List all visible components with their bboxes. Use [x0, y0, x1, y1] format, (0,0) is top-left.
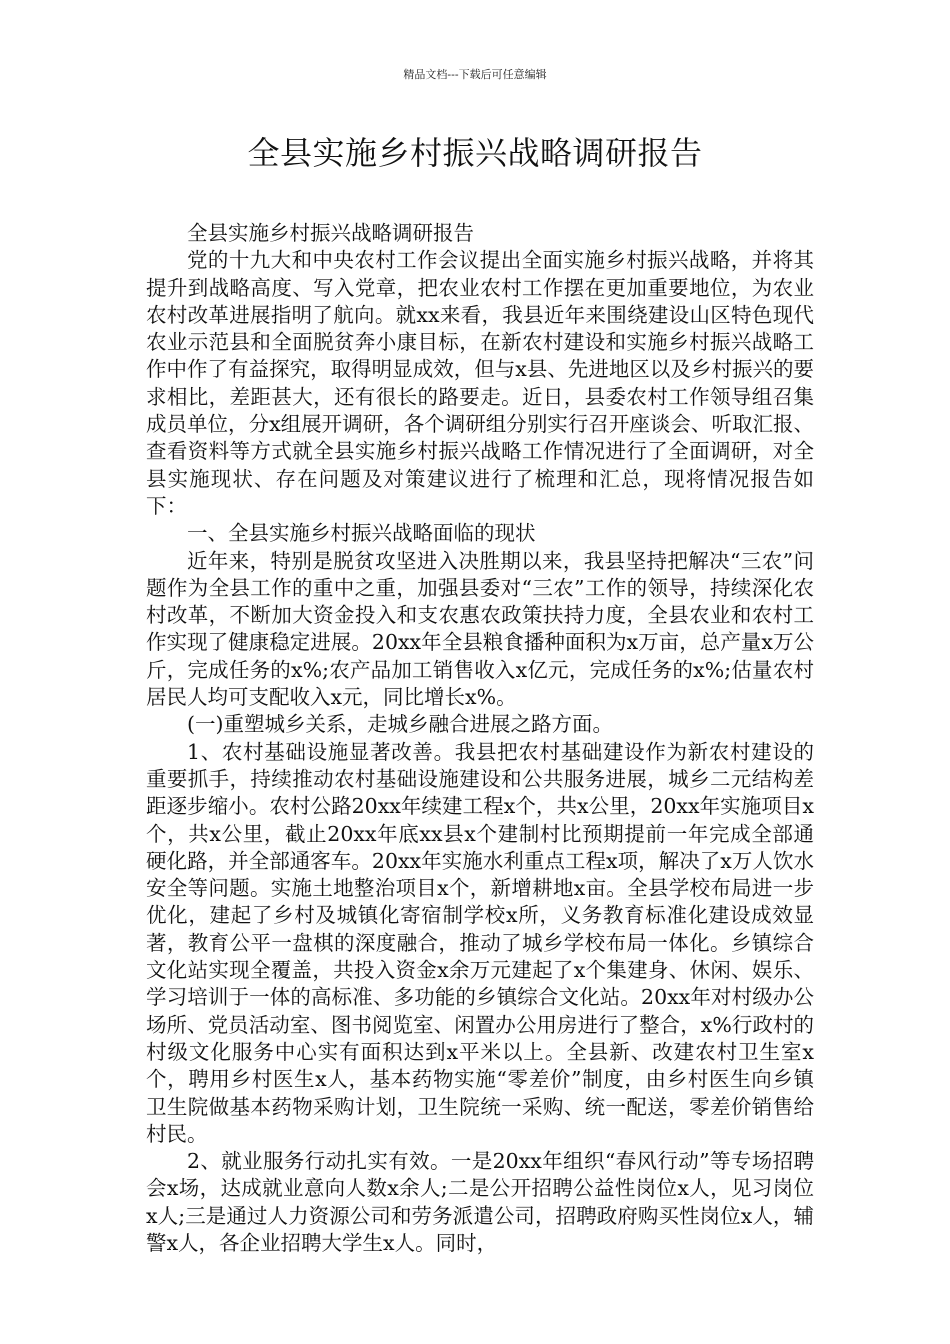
- section-heading-1: 一、全县实施乡村振兴战略面临的现状: [187, 521, 536, 546]
- intro-paragraph: 党的十九大和中央农村工作会议提出全面实施乡村振兴战略，并将其提升到战略高度、写入党章，把农业农村工作摆在更加重要地位，为农业农村改革进展指明了航向。就xx来看，我县近年来围绕建设山区特色现代农业示范县和全面脱贫奔小康目标，在新农村建设和实施乡村振兴战略工作中作了有益探究，取得明显成效，但与x县、先进地区以及乡村振兴的要求相比，差距甚大，还有很长的路要走。近日，县委农村工作领导组召集成员单位，分x组展开调研，各个调研组分别实行召开座谈会、听取汇报、查看资料等方式就全县实施乡村振兴战略工作情况进行了全面调研，对全县实施现状、存在问题及对策建议进行了梳理和汇总，现将情况报告如下：: [146, 248, 814, 518]
- document-body: [146, 220, 814, 1257]
- header-note: 精品文档---下载后可任意编辑: [403, 68, 547, 81]
- infrastructure-paragraph: 1、农村基础设施显著改善。我县把农村基础建设作为新农村建设的重要抓手，持续推动农村基础设施建设和公共服务进展，城乡二元结构差距逐步缩小。农村公路20xx年续建工程x个，共x公里，20xx年实施项目x个，共x公里，截止20xx年底xx县x个建制村比预期提前一年完成全部通硬化路，并全部通客车。20xx年实施水利重点工程x项，解决了x万人饮水安全等问题。实施土地整治项目x个，新增耕地x亩。全县学校布局进一步优化，建起了乡村及城镇化寄宿制学校x所，义务教育标准化建设成效显著，教育公平一盘棋的深度融合，推动了城乡学校布局一体化。乡镇综合文化站实现全覆盖，共投入资金x余万元建起了x个集建身、休闲、娱乐、学习培训于一体的高标准、多功能的乡镇综合文化站。20xx年对村级办公场所、党员活动室、图书阅览室、闲置办公用房进行了整合，x%行政村的村级文化服务中心实有面积达到x平米以上。全县新、改建农村卫生室x个，聘用乡村医生x人，基本药物实施“零差价”制度，由乡村医生向乡镇卫生院做基本药物采购计划，卫生院统一采购、统一配送，零差价销售给村民。: [146, 739, 814, 1146]
- subtitle-paragraph: 全县实施乡村振兴战略调研报告: [187, 221, 474, 245]
- employment-paragraph: 2、就业服务行动扎实有效。一是20xx年组织“春风行动”等专场招聘会x场，达成就业意向人数x余人;二是公开招聘公益性岗位x人，见习岗位x人;三是通过人力资源公司和劳务派遣公司，招聘政府购买性岗位x人，辅警x人，各企业招聘大学生x人。同时，: [146, 1149, 814, 1255]
- subsection-heading-1: (一)重塑城乡关系，走城乡融合进展之路方面。: [187, 712, 613, 737]
- status-paragraph: 近年来，特别是脱贫攻坚进入决胜期以来，我县坚持把解决“三农”问题作为全县工作的重中之重，加强县委对“三农”工作的领导，持续深化农村改革，不断加大资金投入和支农惠农政策扶持力度，全县农业和农村工作实现了健康稳定进展。20xx年全县粮食播种面积为x万亩，总产量x万公斤，完成任务的x%;农产品加工销售收入x亿元，完成任务的x%;估量农村居民人均可支配收入x元，同比增长x%。: [146, 548, 814, 710]
- document-title: 全县实施乡村振兴战略调研报告: [247, 134, 703, 172]
